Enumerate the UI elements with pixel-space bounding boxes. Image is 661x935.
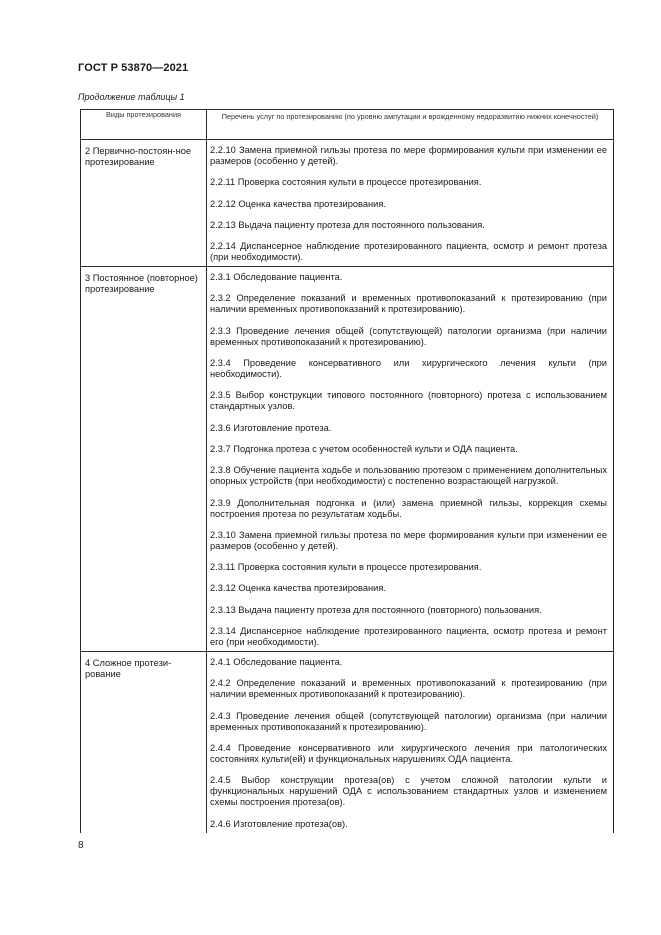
service-item: 2.3.14 Диспансерное наблюдение протезированного пациента, осмотр протеза и ремонт его (при необходимости). [210, 626, 607, 648]
document-code: ГОСТ Р 53870—2021 [78, 62, 189, 74]
service-item: 2.3.13 Выдача пациенту протеза для постоянного (повторного) пользования. [210, 604, 542, 615]
service-item: 2.2.12 Оценка качества протезирования. [210, 198, 386, 209]
service-item: 2.3.6 Изготовление протеза. [210, 422, 332, 433]
service-item: 2.2.10 Замена приемной гильзы протеза по мере формирования культи при изменении ее размеров (особенно у детей). [210, 145, 607, 166]
service-item: 2.3.2 Определение показаний и временных противопоказаний к протезированию (при наличии временных противопоказаний к протезированию). [210, 293, 607, 315]
table-row [81, 652, 614, 833]
column-header-kinds: Виды протезирования [81, 110, 207, 140]
service-item: 2.3.9 Дополнительная подгонка и (или) замена приемной гильзы, коррекция схемы построения протеза по результатам ходьбы. [210, 497, 607, 519]
services-list-cell [207, 652, 614, 833]
prosthesis-kind-cell: 3 Постоянное (повторное) протезирование [81, 267, 207, 652]
prosthesis-kind-cell: 2 Первично-постоян-ное протезирование [81, 140, 207, 267]
table-continuation-caption: Продолжение таблицы 1 [78, 92, 185, 102]
services-list-cell [207, 140, 614, 267]
service-item: 2.4.1 Обследование пациента. [210, 657, 343, 668]
table-row [81, 140, 614, 267]
service-item: 2.2.11 Проверка состояния культи в процессе протезирования. [210, 177, 482, 188]
table-row [81, 267, 614, 652]
services-table [80, 109, 614, 833]
service-item: 2.3.7 Подгонка протеза с учетом особенностей культи и ОДА пациента. [210, 443, 518, 454]
service-item: 2.2.13 Выдача пациенту протеза для постоянного пользования. [210, 219, 485, 230]
service-item: 2.3.3 Проведение лечения общей (сопутствующей) патологии организма (при наличии временных противопоказаний к протезированию). [210, 325, 607, 347]
prosthesis-kind-cell: 4 Сложное протези-рование [81, 652, 207, 833]
service-item: 2.4.6 Изготовление протеза(ов). [210, 818, 348, 829]
service-item: 2.3.12 Оценка качества протезирования. [210, 583, 386, 594]
page-number: 8 [78, 840, 84, 851]
service-item: 2.3.8 Обучение пациента ходьбе и пользованию протезом с применением дополнительных опорных устройств (при необходимости) с постепенно возрастающей нагрузкой. [210, 465, 607, 487]
service-item: 2.3.4 Проведение консервативного или хирургического лечения культи (при необходимости). [210, 358, 607, 380]
table-header-row [81, 110, 614, 140]
service-item: 2.3.1 Обследование пациента. [210, 272, 343, 283]
services-list-cell [207, 267, 614, 652]
service-item: 2.4.2 Определение показаний и временных противопоказаний к протезированию (при наличии временных противопоказаний к протезированию). [210, 678, 607, 700]
service-item: 2.3.10 Замена приемной гильзы протеза по мере формирования культи при изменении ее размеров (особенно у детей). [210, 529, 607, 551]
service-item: 2.3.5 Выбор конструкции типового постоянного (повторного) протеза с использованием стандартных узлов. [210, 390, 607, 412]
column-header-services: Перечень услуг по протезированию (по уровню ампутации и врожденному недоразвитию нижних конечностей) [207, 110, 614, 140]
service-item: 2.2.14 Диспансерное наблюдение протезированного пациента, осмотр и ремонт протеза (при необходимости). [210, 241, 607, 263]
service-item: 2.4.5 Выбор конструкции протеза(ов) с учетом сложной патологии культи и функциональных нарушений ОДА с использованием стандартных узлов и изменением схемы построения протеза(ов). [210, 775, 607, 808]
service-item: 2.3.11 Проверка состояния культи в процессе протезирования. [210, 562, 482, 573]
service-item: 2.4.3 Проведение лечения общей (сопутствующей патологии) организма (при наличии временных противопоказаний к протезированию). [210, 710, 607, 732]
service-item: 2.4.4 Проведение консервативного или хирургического лечения при патологических состояниях культи(ей) и функциональных нарушениях ОДА пациента. [210, 742, 607, 764]
